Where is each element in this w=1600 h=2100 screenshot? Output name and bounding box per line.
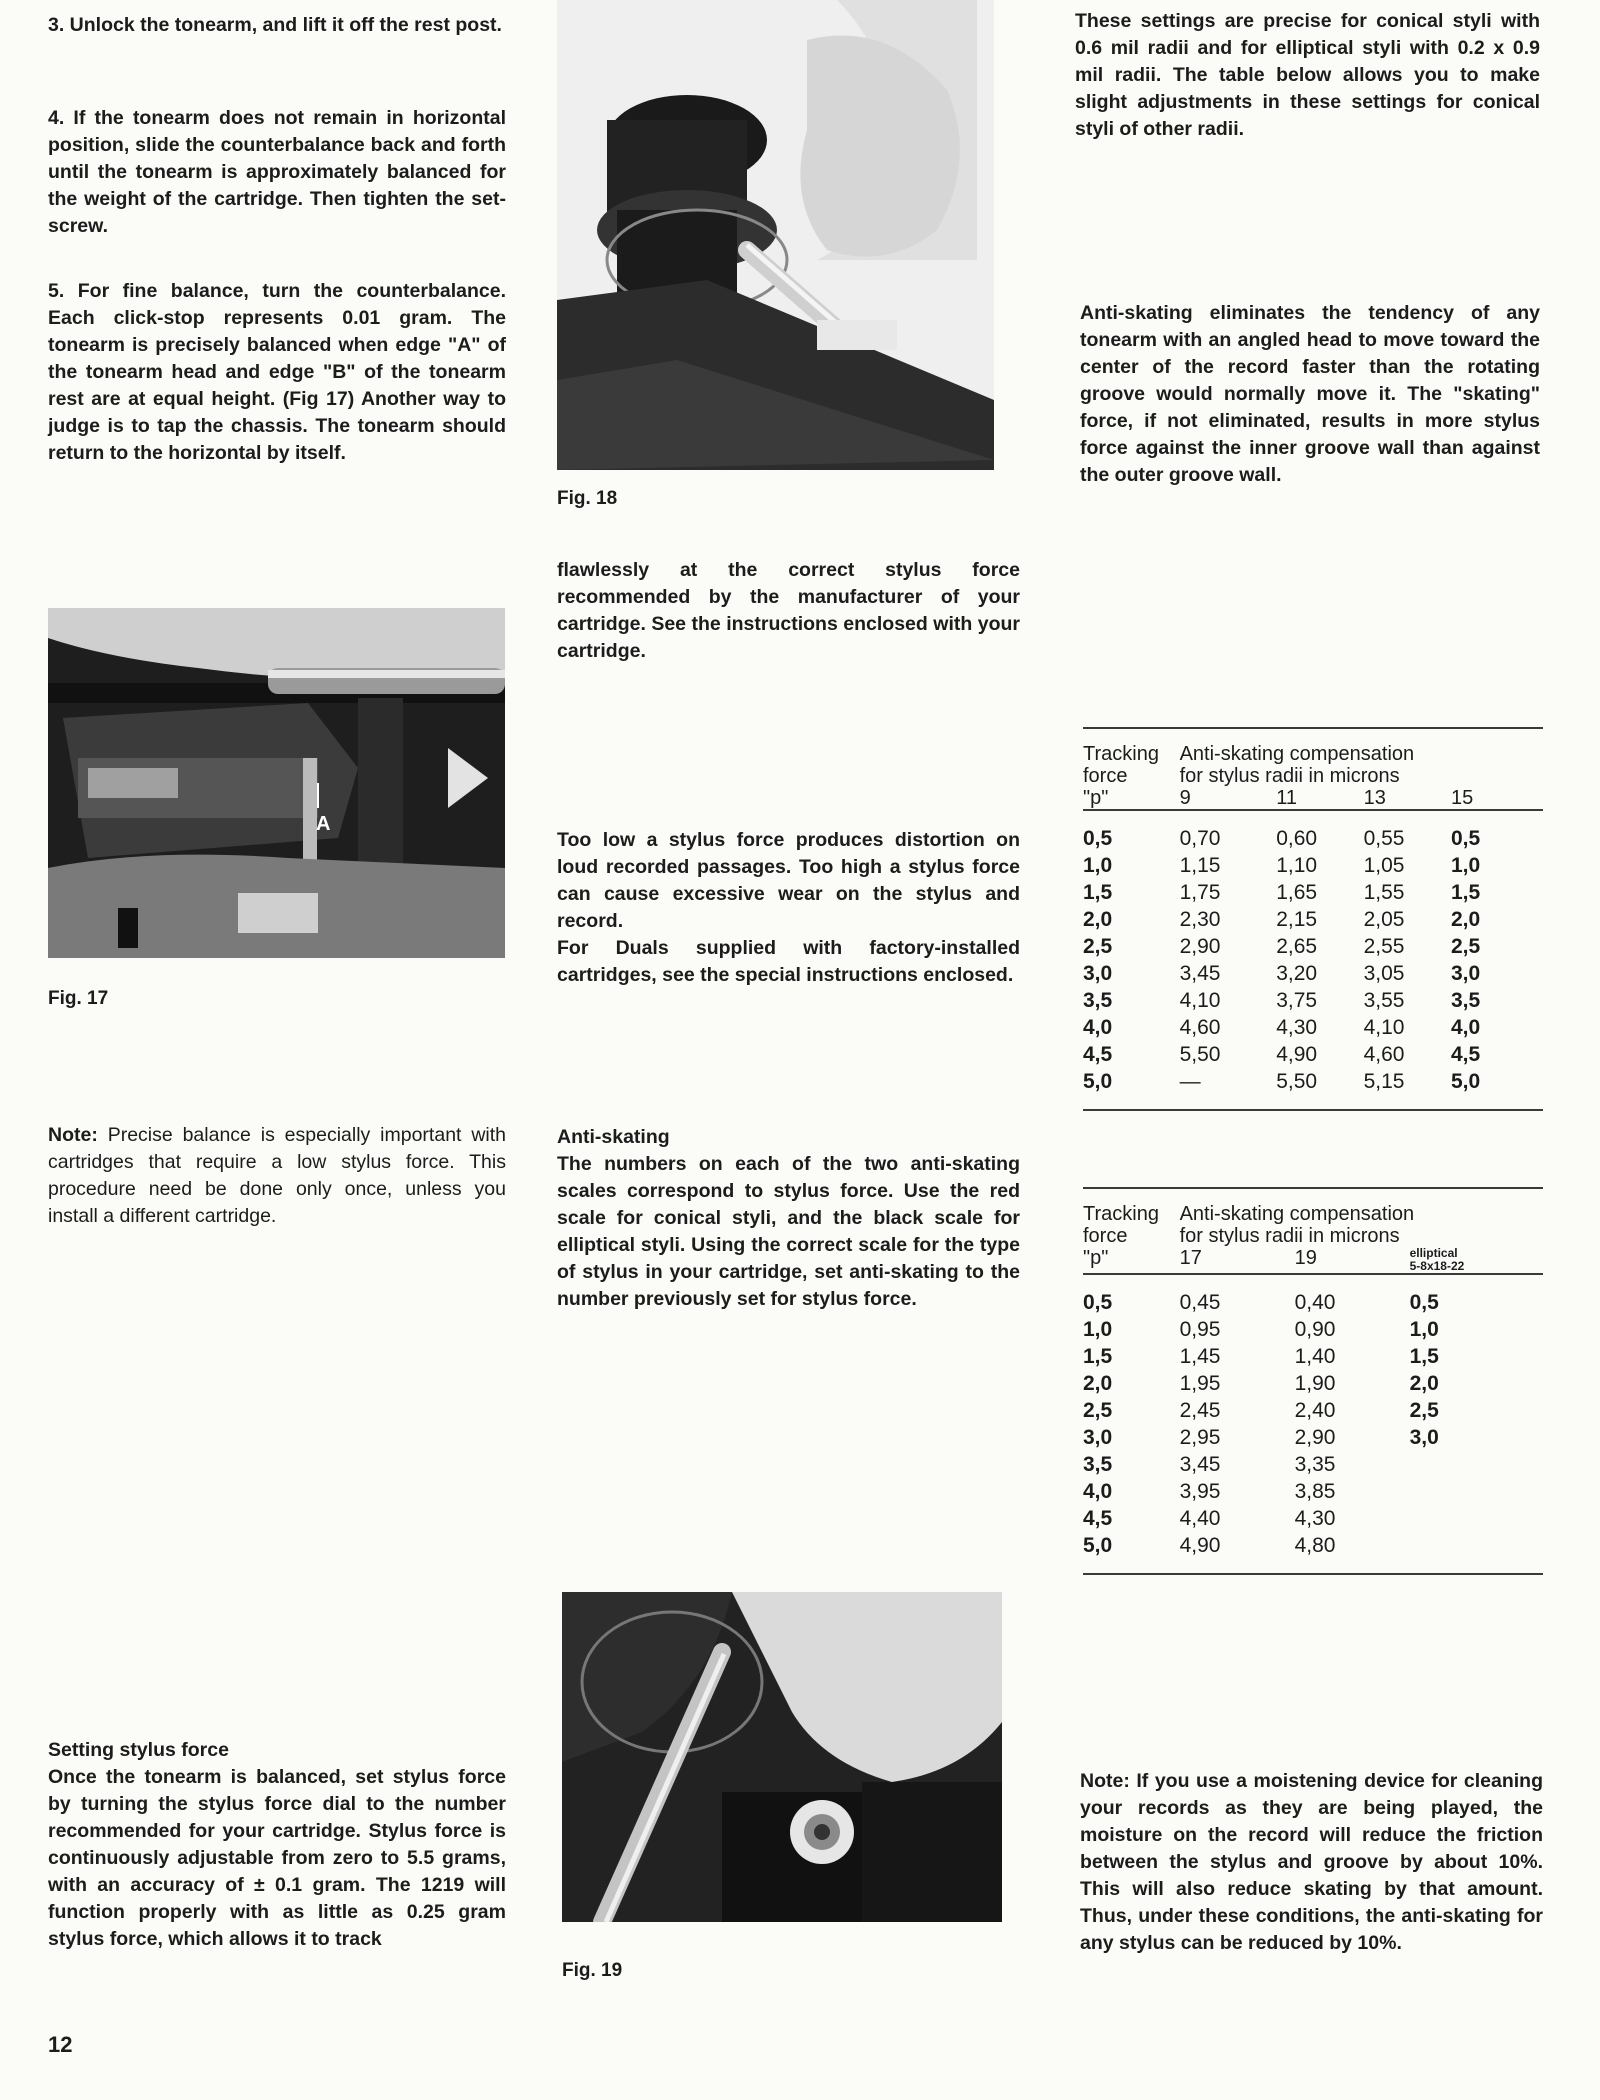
table2-cell: 4,5	[1083, 1507, 1113, 1530]
table2-cell: 0,40	[1294, 1291, 1336, 1314]
table2-cell: 4,40	[1179, 1507, 1221, 1530]
table1-cell: 5,50	[1276, 1070, 1318, 1093]
t1-head-p: "p"	[1083, 787, 1180, 810]
table2-cell: 2,40	[1294, 1399, 1336, 1422]
settings-text: These settings are precise for conical styli with 0.6 mil radii and for elliptical styli with 0.2 x 0.9 mil radii. The table below allows you to make slight adjustments in these settings for conical styli of other radii.	[1075, 10, 1540, 140]
t2-elliptical-head	[1410, 1247, 1543, 1274]
table1-cell: 0,55	[1363, 827, 1405, 850]
table1-cell: 3,05	[1363, 962, 1405, 985]
table2-cell: 2,90	[1294, 1426, 1336, 1449]
table2-cell: 0,45	[1179, 1291, 1221, 1314]
table2-row	[1083, 1316, 1543, 1343]
t1-radius-11: 11	[1276, 787, 1363, 810]
t1-radius-15: 15	[1451, 787, 1543, 810]
anti-skating-explanation: Anti-skating eliminates the tendency of any tonearm with an angled head to move toward the center of the record faster than the rotating groove would normally move it. The "skating" force, if not eliminated, results in more stylus force against the inner groove wall than against the outer groove wall.	[1080, 302, 1540, 486]
table2-cell	[1410, 1532, 1543, 1559]
table2-cell: 1,5	[1083, 1345, 1113, 1368]
fig19-caption: Fig. 19	[562, 1960, 623, 1981]
fig18-photo	[557, 0, 994, 470]
t1-head-group-1: Anti-skating compensation	[1179, 743, 1415, 765]
table1-cell: 1,65	[1276, 881, 1318, 904]
t2-head-group-2: for stylus radii in microns	[1179, 1225, 1400, 1247]
table1-cell: 1,5	[1450, 881, 1481, 904]
table1-cell: 4,5	[1450, 1043, 1481, 1066]
table1-cell: 3,45	[1179, 962, 1221, 985]
table1-cell: 1,0	[1083, 854, 1113, 877]
table2-cell: 5,0	[1083, 1534, 1113, 1557]
table1-cell: 2,5	[1450, 935, 1481, 958]
t2-body	[1083, 1289, 1543, 1559]
table2-cell: 1,0	[1409, 1318, 1439, 1341]
t1-radius-9: 9	[1180, 787, 1277, 810]
table1-cell: 2,05	[1363, 908, 1405, 931]
table2-cell: 4,30	[1294, 1507, 1336, 1530]
table2-cell: 3,45	[1179, 1453, 1221, 1476]
table2-cell: 1,40	[1294, 1345, 1336, 1368]
table1-cell: 4,0	[1083, 1016, 1113, 1039]
stylus-force-heading: Setting stylus force	[48, 1739, 229, 1761]
table2-row	[1083, 1532, 1543, 1559]
table1-cell: 2,0	[1083, 908, 1113, 931]
table1-cell: 4,5	[1083, 1043, 1113, 1066]
table2-row	[1083, 1451, 1543, 1478]
table2-cell: 1,0	[1083, 1318, 1113, 1341]
table2-cell	[1410, 1451, 1543, 1478]
table1-cell: 2,0	[1450, 908, 1481, 931]
table1-row	[1083, 933, 1543, 960]
table1-cell: 0,5	[1450, 827, 1481, 850]
table2-cell: 4,80	[1294, 1534, 1336, 1557]
fig18-caption: Fig. 18	[557, 488, 618, 509]
table1-cell: 5,15	[1363, 1070, 1405, 1093]
table1-row	[1083, 987, 1543, 1014]
table1-cell: 1,10	[1276, 854, 1318, 877]
stylus-force-section	[48, 1737, 506, 1953]
table2-cell: 3,0	[1409, 1426, 1439, 1449]
table1-row	[1083, 1014, 1543, 1041]
table1-cell: 1,5	[1083, 881, 1113, 904]
table1-cell: 4,60	[1363, 1043, 1405, 1066]
table2-cell: 2,95	[1179, 1426, 1221, 1449]
table2-row	[1083, 1289, 1543, 1316]
table1-cell: 4,60	[1179, 1016, 1221, 1039]
t2-radius-17: 17	[1180, 1247, 1295, 1274]
table2-cell: 0,95	[1179, 1318, 1221, 1341]
too-low-text: Too low a stylus force produces distortion on loud recorded passages. Too high a stylus force can cause excessive wear on the stylus and record.	[557, 829, 1020, 932]
stylus-force-text: Once the tonearm is balanced, set stylus force by turning the stylus force dial to the number recommended for your cartridge. Stylus force is continuously adjustable from zero to 5.5 grams, with an accuracy of ± 0.1 gram. The 1219 will function properly with as little as 0.25 gram stylus force, which allows it to track	[48, 1766, 506, 1950]
table1-cell: 0,70	[1179, 827, 1221, 850]
anti-skating-text: The numbers on each of the two anti-skating scales correspond to stylus force. Use the red scale for conical styli, and the black scale for elliptical styli. Using the correct scale for the type of stylus in your cartridge, set anti-skating to the number previously set for stylus force.	[557, 1153, 1020, 1310]
t2-head-p: "p"	[1083, 1247, 1180, 1274]
table2-cell: 3,5	[1083, 1453, 1113, 1476]
table1-row	[1083, 879, 1543, 906]
table1-cell: 3,55	[1363, 989, 1405, 1012]
table2-cell: 1,90	[1294, 1372, 1336, 1395]
table1-cell: 4,0	[1450, 1016, 1481, 1039]
table2-row	[1083, 1370, 1543, 1397]
table1-row	[1083, 1041, 1543, 1068]
table1-cell: 2,65	[1276, 935, 1318, 958]
table2-row	[1083, 1478, 1543, 1505]
t2-head-group-1: Anti-skating compensation	[1179, 1203, 1415, 1225]
table2-cell: 1,5	[1409, 1345, 1439, 1368]
table1-cell: 3,5	[1083, 989, 1113, 1012]
balance-note-text: Precise balance is especially important with cartridges that require a low stylus force. This procedure need be done only once, unless you install a different cartridge.	[48, 1124, 506, 1227]
t2-radius-19: 19	[1295, 1247, 1410, 1274]
fig17-tonearm-illustration	[48, 608, 505, 958]
table2-row	[1083, 1424, 1543, 1451]
table1-cell: 3,0	[1450, 962, 1481, 985]
table1-cell: 1,15	[1179, 854, 1221, 877]
fig17-caption: Fig. 17	[48, 988, 109, 1009]
table2-cell: 3,95	[1179, 1480, 1221, 1503]
anti-skating-heading: Anti-skating	[557, 1126, 670, 1148]
table2-cell: 1,95	[1179, 1372, 1221, 1395]
step-3-text: 3. Unlock the tonearm, and lift it off the rest post.	[48, 14, 502, 36]
table2-cell: 1,45	[1179, 1345, 1221, 1368]
fig17-label-a: A	[316, 813, 331, 835]
table1-row	[1083, 960, 1543, 987]
table2-cell: 4,90	[1179, 1534, 1221, 1557]
table1-cell: 4,10	[1179, 989, 1221, 1012]
table1-row	[1083, 906, 1543, 933]
t2-head-tracking: Tracking	[1083, 1203, 1159, 1225]
table1-cell: 4,10	[1363, 1016, 1405, 1039]
table1-cell: 3,0	[1083, 962, 1113, 985]
page-number: 12	[48, 2032, 73, 2057]
table1-cell: 2,55	[1363, 935, 1405, 958]
table1-cell: —	[1179, 1070, 1201, 1093]
t1-head-force: force	[1083, 765, 1128, 787]
table2-cell: 3,35	[1294, 1453, 1336, 1476]
t1-head-group-2: for stylus radii in microns	[1179, 765, 1400, 787]
table1-cell: 2,90	[1179, 935, 1221, 958]
table1-row	[1083, 852, 1543, 879]
balance-note	[48, 1122, 506, 1230]
table1-cell: 2,5	[1083, 935, 1113, 958]
anti-skating-table-large-radii	[1083, 1187, 1543, 1575]
balance-note-label: Note:	[48, 1124, 98, 1146]
table2-cell	[1410, 1505, 1543, 1532]
t2-head-force: force	[1083, 1225, 1128, 1247]
table2-cell: 0,5	[1083, 1291, 1113, 1314]
table1-cell: 2,15	[1276, 908, 1318, 931]
table2-row	[1083, 1505, 1543, 1532]
table1-cell: 1,0	[1450, 854, 1481, 877]
table1-cell: 3,75	[1276, 989, 1318, 1012]
anti-skating-section	[557, 1124, 1020, 1313]
t1-head-tracking: Tracking	[1083, 743, 1159, 765]
table2-cell: 2,5	[1409, 1399, 1439, 1422]
t1-radius-13: 13	[1364, 787, 1451, 810]
table1-cell: 4,30	[1276, 1016, 1318, 1039]
table2-cell: 2,5	[1083, 1399, 1113, 1422]
table2-row	[1083, 1343, 1543, 1370]
table1-cell: 4,90	[1276, 1043, 1318, 1066]
table2-cell: 2,45	[1179, 1399, 1221, 1422]
flawless-text: flawlessly at the correct stylus force recommended by the manufacturer of your cartridge. See the instructions enclosed with your cartridge.	[557, 559, 1020, 662]
table2-row	[1083, 1397, 1543, 1424]
table2-cell: 4,0	[1083, 1480, 1113, 1503]
t1-body	[1083, 825, 1543, 1095]
fig18-counterbalance-illustration	[557, 0, 994, 470]
table1-cell: 1,05	[1363, 854, 1405, 877]
stylus-force-warning	[557, 827, 1020, 989]
table1-cell: 5,0	[1450, 1070, 1481, 1093]
duals-text: For Duals supplied with factory-installed cartridges, see the special instructions enclosed.	[557, 937, 1020, 986]
table1-cell: 5,50	[1179, 1043, 1221, 1066]
table2-cell: 0,90	[1294, 1318, 1336, 1341]
t2-elliptical-label: elliptical	[1409, 1246, 1458, 1260]
table1-cell: 2,30	[1179, 908, 1221, 931]
table1-cell: 0,5	[1083, 827, 1113, 850]
table2-cell: 3,85	[1294, 1480, 1336, 1503]
table1-cell: 3,20	[1276, 962, 1318, 985]
step-4-text: 4. If the tonearm does not remain in horizontal position, slide the counterbalance back and forth until the tonearm is approximately balanced for the weight of the cartridge. Then tighten the set-screw.	[48, 107, 506, 237]
table1-cell: 3,5	[1450, 989, 1481, 1012]
moistening-note: Note: If you use a moistening device for cleaning your records as they are being played, the moisture on the record will reduce the friction between the stylus and groove by about 10%. This will also reduce skating by that amount. Thus, under these conditions, the anti-skating for any stylus can be reduced by 10%.	[1080, 1770, 1543, 1954]
t2-elliptical-dims: 5-8x18-22	[1409, 1259, 1465, 1273]
fig19-photo	[562, 1592, 1002, 1922]
table2-cell: 2,0	[1409, 1372, 1439, 1395]
table1-row	[1083, 825, 1543, 852]
table1-cell: 5,0	[1083, 1070, 1113, 1093]
table1-cell: 0,60	[1276, 827, 1318, 850]
anti-skating-table-conical	[1083, 727, 1543, 1111]
fig19-stylus-dial-illustration	[562, 1592, 1002, 1922]
table1-cell: 1,55	[1363, 881, 1405, 904]
fig17-photo	[48, 608, 505, 958]
table2-cell	[1410, 1478, 1543, 1505]
table2-cell: 0,5	[1409, 1291, 1439, 1314]
table2-cell: 2,0	[1083, 1372, 1113, 1395]
table2-cell: 3,0	[1083, 1426, 1113, 1449]
table1-row	[1083, 1068, 1543, 1095]
table1-cell: 1,75	[1179, 881, 1221, 904]
step-5-text: 5. For fine balance, turn the counterbalance. Each click-stop represents 0.01 gram. The tonearm is precisely balanced when edge "A" of the tonearm head and edge "B" of the tonearm rest are at equal height. (Fig 17) Another way to judge is to tap the chassis. The tonearm should return to the horizontal by itself.	[48, 280, 506, 464]
